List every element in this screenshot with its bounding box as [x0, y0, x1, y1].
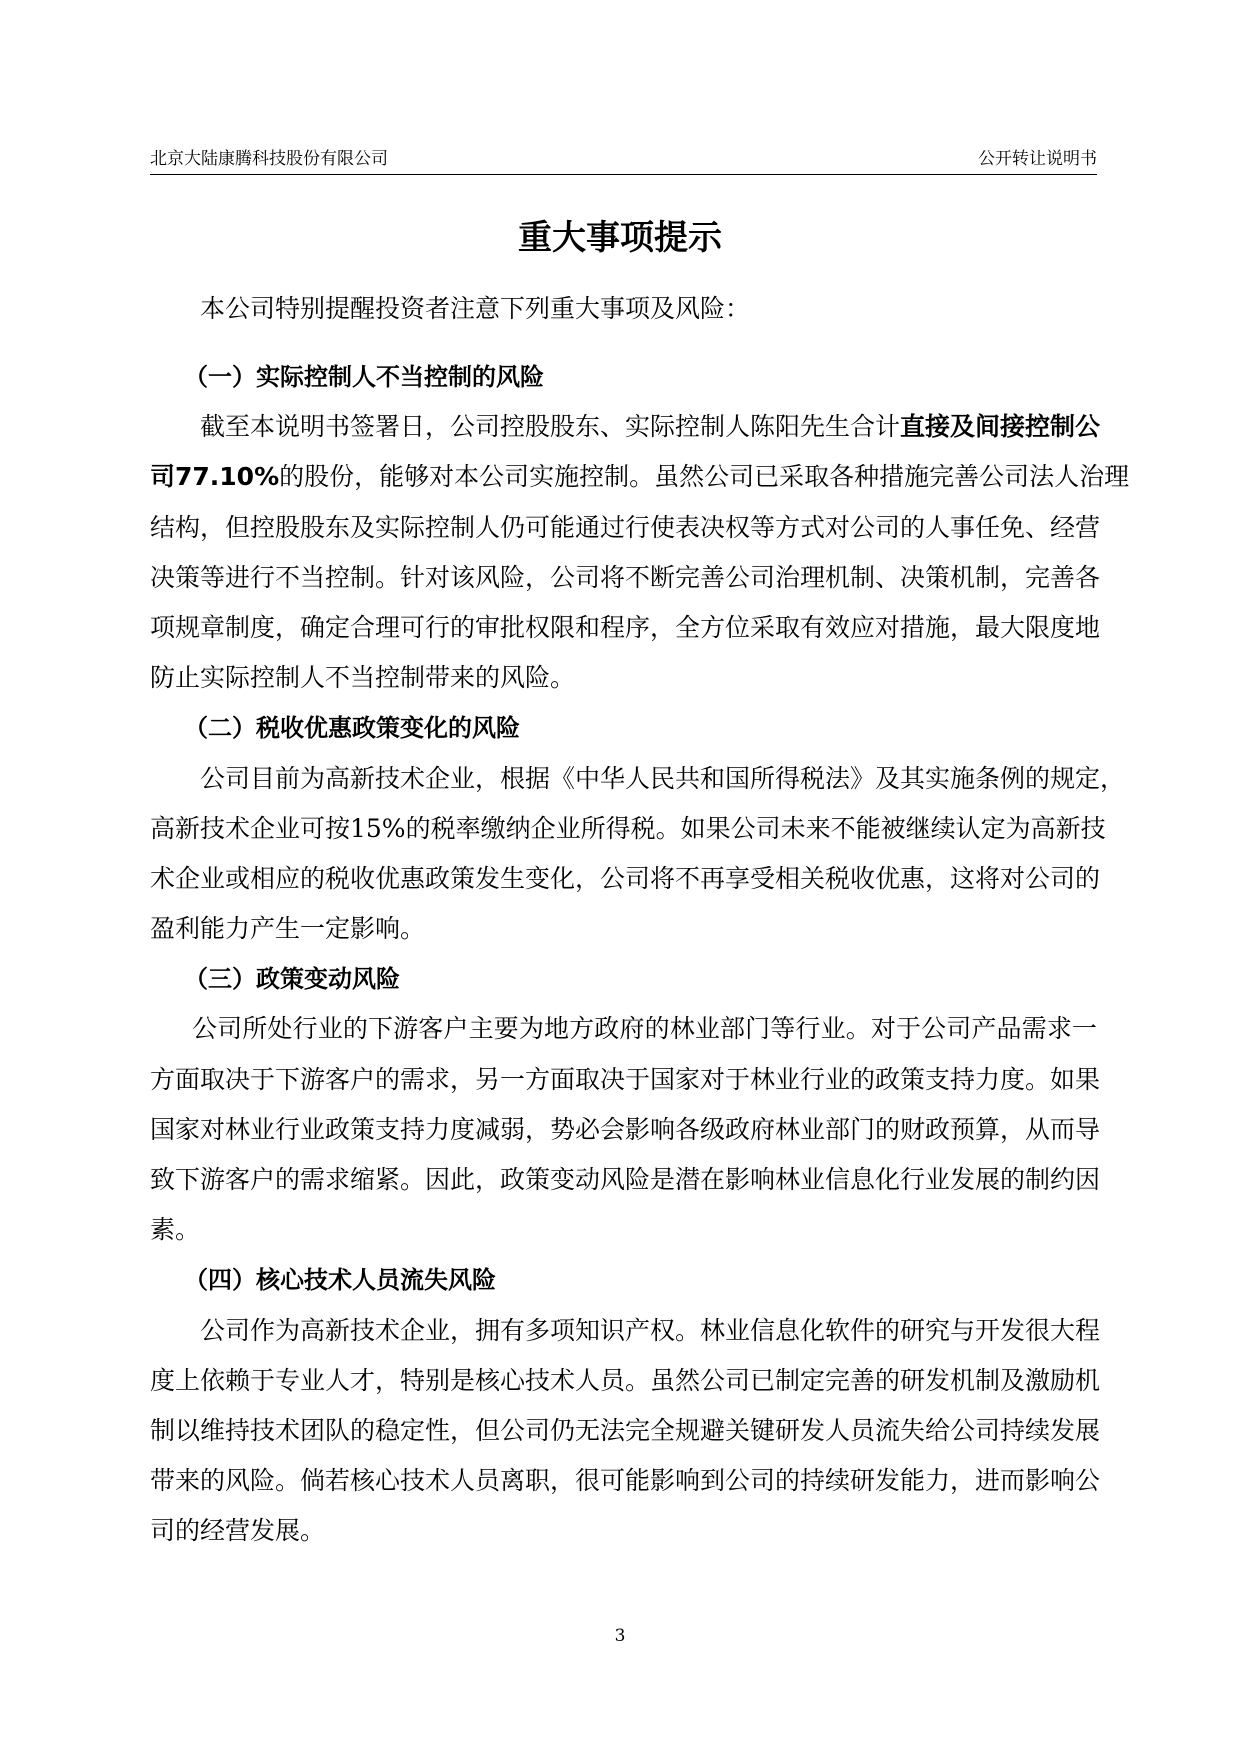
paragraph-line: [150, 503, 1101, 553]
paragraph-line: [150, 1356, 1101, 1406]
paragraph-line: [150, 1155, 1101, 1205]
body-text: 高新技术企业可按15%的税率缴纳企业所得税。如果公司未来不能被继续认定为高新技: [150, 813, 1106, 843]
paragraph-line: [150, 653, 1097, 703]
body-text: 决策等进行不当控制。针对该风险，公司将不断完善公司治理机制、决策机制，完善各: [150, 562, 1101, 592]
bold-text: 直接及间接控制公: [900, 412, 1101, 442]
paragraph-line: [150, 804, 1106, 854]
paragraph-line: [150, 904, 1097, 954]
section-heading: （一）实际控制人不当控制的风险: [184, 363, 544, 391]
body-text: 国家对林业行业政策支持力度减弱，势必会影响各级政府林业部门的财政预算，从而导: [150, 1114, 1101, 1144]
paragraph-line: [150, 1105, 1101, 1155]
body-text: 术企业或相应的税收优惠政策发生变化，公司将不再享受相关税收优惠，这将对公司的: [150, 863, 1101, 893]
body-text: 致下游客户的需求缩紧。因此，政策变动风险是潜在影响林业信息化行业发展的制约因: [150, 1165, 1101, 1194]
body-text: 方面取决于下游客户的需求，另一方面取决于国家对于林业行业的政策支持力度。如果: [150, 1064, 1101, 1094]
body-text: 度上依赖于专业人才，特别是核心技术人员。虽然公司已制定完善的研发机制及激励机: [150, 1365, 1101, 1395]
paragraph-line: [150, 1456, 1101, 1506]
body-text: 防止实际控制人不当控制带来的风险。: [150, 663, 576, 693]
body-text: 公司所处行业的下游客户主要为地方政府的林业部门等行业。对于公司产品需求一: [192, 1014, 1097, 1044]
paragraph-line: [150, 553, 1101, 603]
page-number: 3: [614, 1626, 626, 1646]
paragraph-line: [150, 1055, 1101, 1105]
body-text: 司的经营发展。: [150, 1516, 326, 1546]
body-text: 结构，但控股股东及实际控制人仍可能通过行使表决权等方式对公司的人事任免、经营: [150, 512, 1101, 542]
section-heading: （二）税收优惠政策变化的风险: [184, 714, 520, 743]
body-text: 公司作为高新技术企业，拥有多项知识产权。林业信息化软件的研究与开发很大程: [200, 1315, 1101, 1345]
paragraph-line: [150, 1004, 1097, 1054]
body-text: 盈利能力产生一定影响。: [150, 914, 426, 944]
body-text: 项规章制度，确定合理可行的审批权限和程序，全方位采取有效应对措施，最大限度地: [150, 612, 1101, 642]
paragraph-line: [150, 1306, 1101, 1356]
section-heading: （四）核心技术人员流失风险: [184, 1266, 496, 1295]
section-heading: （三）政策变动风险: [184, 965, 400, 994]
paragraph-line: [150, 402, 1101, 452]
body-text: 带来的风险。倘若核心技术人员离职，很可能影响到公司的持续研发能力，进而影响公: [150, 1466, 1101, 1496]
page-title: 重大事项提示: [518, 218, 722, 258]
body-text: 的股份，能够对本公司实施控制。虽然公司已采取各种措施完善公司法人治理: [279, 462, 1130, 492]
intro-paragraph: 本公司特别提醒投资者注意下列重大事项及风险：: [200, 294, 751, 323]
header-document-type: 公开转让说明书: [978, 149, 1097, 169]
paragraph-line: [150, 1406, 1101, 1456]
paragraph-line: [150, 452, 1130, 502]
paragraph-line: [150, 754, 1126, 804]
body-text: 制以维持技术团队的稳定性，但公司仍无法完全规避关键研发人员流失给公司持续发展: [150, 1415, 1101, 1445]
header-company-name: 北京大陆康腾科技股份有限公司: [150, 149, 388, 169]
paragraph-line: [150, 603, 1101, 653]
paragraph-line: [150, 1205, 1097, 1255]
paragraph-line: [150, 1506, 1097, 1556]
bold-text: 司77.10%: [150, 462, 280, 492]
page-header: [150, 148, 1097, 175]
body-text: 截至本说明书签署日，公司控股股东、实际控制人陈阳先生合计: [200, 412, 901, 442]
document-body: [150, 352, 1130, 1557]
body-text: 素。: [150, 1215, 201, 1245]
paragraph-line: [150, 854, 1101, 904]
body-text: 公司目前为高新技术企业，根据《中华人民共和国所得税法》及其实施条例的规定，: [200, 763, 1126, 793]
